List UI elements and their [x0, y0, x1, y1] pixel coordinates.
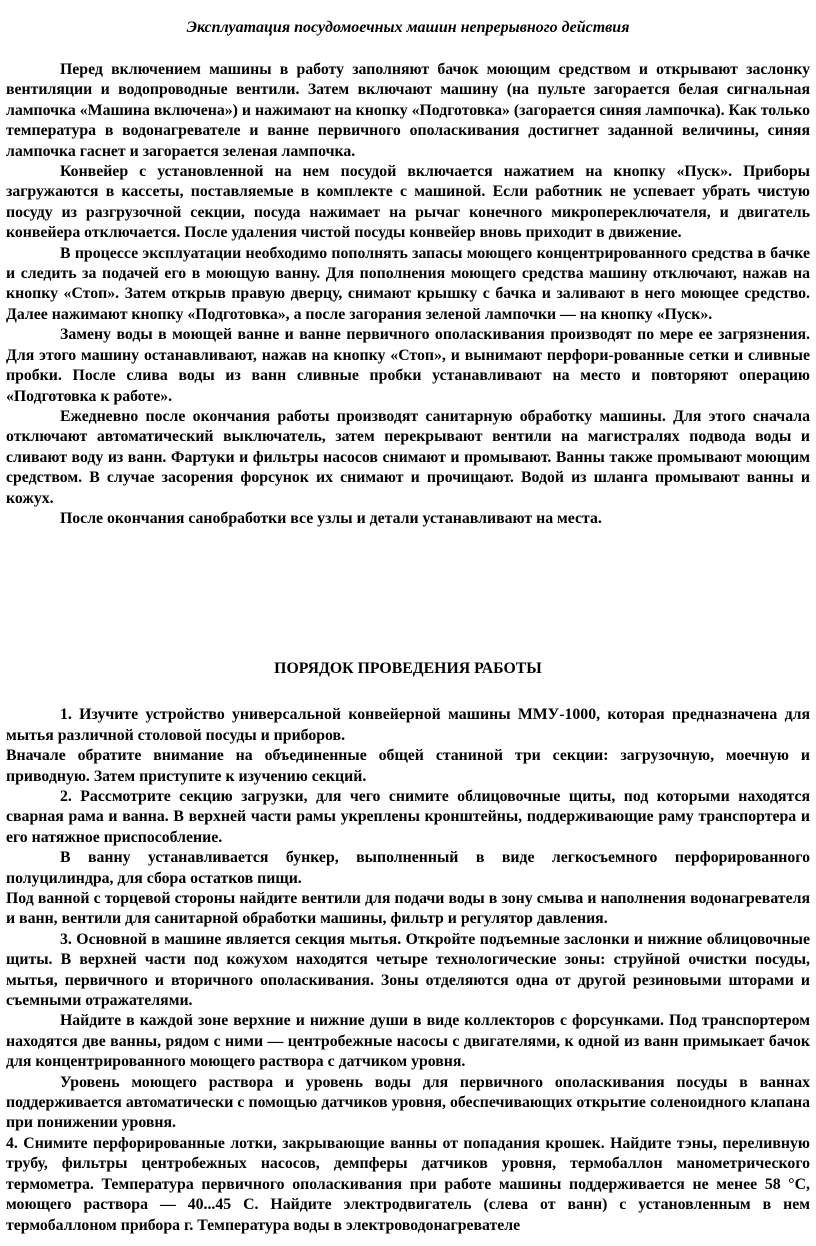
section-heading: ПОРЯДОК ПРОВЕДЕНИЯ РАБОТЫ — [274, 660, 542, 678]
procedure-paragraph: Найдите в каждой зоне верхние и нижние души в виде коллекторов с форсунками. Под транспортером находятся две ванны, рядом с ними — центробежные насосы с двигателями, к одной из ванн примыкает бачок для концентрированного моющего раствора с датчиком уровня. — [6, 1012, 810, 1071]
paragraph: В процессе эксплуатации необходимо пополнять запасы моющего концентрированного средства в бачке и следить за подачей его в моющую ванну. Для пополнения моющего средства машину отключают, нажав на кнопку «Стоп». Затем открыв правую дверцу, снимают крышку с бачка и заливают в него моющее средство. Далее нажимают кнопку «Подготовка», а после загорания зеленой лампочки — на кнопку «Пуск». — [6, 244, 810, 323]
paragraph: После окончания санобработки все узлы и детали устанавливают на места. — [60, 509, 602, 527]
procedure-paragraph: 1. Изучите устройство универсальной конвейерной машины ММУ-1000, которая предназначена для мытья различной столовой посуды и приборов. — [6, 706, 810, 744]
procedure-paragraph: Вначале обратите внимание на объединенные общей станиной три секции: загрузочную, моечную и приводную. Затем приступите к изучению секций. — [6, 747, 810, 785]
procedure-paragraph: Уровень моющего раствора и уровень воды для первичного ополаскивания посуды в ваннах поддерживается автоматически с помощью датчиков уровня, обеспечивающих открытие соленоидного клапана при понижении уровня. — [6, 1073, 810, 1132]
procedure-paragraph: 3. Основной в машине является секция мытья. Откройте подъемные заслонки и нижние облицовочные щиты. В верхней части под кожухом находятся четыре технологические зоны: струйной очистки посуды, мытья, первичного и вторичного ополаскивания. Зоны отделяются одна от другой резиновыми шторами и съемными отражателями. — [6, 930, 810, 1010]
blank-space — [6, 529, 810, 659]
procedure-paragraph: 2. Рассмотрите секцию загрузки, для чего снимите облицовочные щиты, под которыми находятся сварная рама и ванна. В верхней части рамы укреплены кронштейны, поддерживающие раму транспортера и его натяжное приспособление. — [6, 787, 810, 846]
paragraph: Ежедневно после окончания работы производят санитарную обработку машины. Для этого сначала отключают автоматический выключатель, затем перекрывают вентили на магистралях подвода воды и сливают воду из ванн. Фартуки и фильтры насосов снимают и промывают. Ванны также промывают моющим средством. В случае засорения форсунок их снимают и прочищают. Водой из шланга промывают ванны и кожух. — [6, 407, 810, 507]
document-title: Эксплуатация посудомоечных машин непрерывного действия — [186, 19, 630, 36]
paragraph: Замену воды в моющей ванне и ванне первичного ополаскивания производят по мере ее загрязнения. Для этого машину останавливают, нажав на кнопку «Стоп», и вынимают перфори-рованные сетки и сливные пробки. После слива воды из ванн сливные пробки устанавливают на место и повторяют операцию «Подготовка к работе». — [6, 326, 810, 405]
procedure-paragraph: 4. Снимите перфорированные лотки, закрывающие ванны от попадания крошек. Найдите тэны, переливную трубу, фильтры центробежных насосов, демпферы датчиков уровня, термобаллон манометрического термометра. Температура первичного ополаскивания при работе машины поддерживается не менее 58 °С, моющего раствора — 40...45 С. Найдите электродвигатель (слева от ванн) с установленным в нем термобаллоном прибора г. Температура воды в электроводонагревателе — [6, 1134, 810, 1234]
procedure-section — [6, 705, 810, 1236]
paragraph: Конвейер с установленной на нем посудой включается нажатием на кнопку «Пуск». Приборы загружаются в кассеты, поставляемые в комплекте с машиной. Если работник не успевает убрать чистую посуду из разгрузочной секции, посуда нажимает на рычаг конечного микропереключателя, и двигатель конвейера отключается. После удаления чистой посуды конвейер вновь приходит в движение. — [6, 163, 810, 242]
procedure-paragraph: В ванну устанавливается бункер, выполненный в виде легкосъемного перфорированного полуцилиндра, для сбора остатков пищи. — [6, 849, 810, 887]
procedure-paragraph: Под ванной с торцевой стороны найдите вентили для подачи воды в зону смыва и наполнения водонагревателя и ванн, вентили для санитарной обработки машины, фильтр и регулятор давления. — [6, 890, 810, 928]
paragraph: Перед включением машины в работу заполняют бачок моющим средством и открывают заслонку вентиляции и водопроводные вентили. Затем включают машину (на пульте загорается белая сигнальная лампочка «Машина включена») и нажимают на кнопку «Подготовка» (загорается синяя лампочка). Как только температура в водонагревателе и ванне первичного ополаскивания достигнет заданной величины, синяя лампочка гаснет и загорается зеленая лампочка. — [6, 61, 810, 160]
